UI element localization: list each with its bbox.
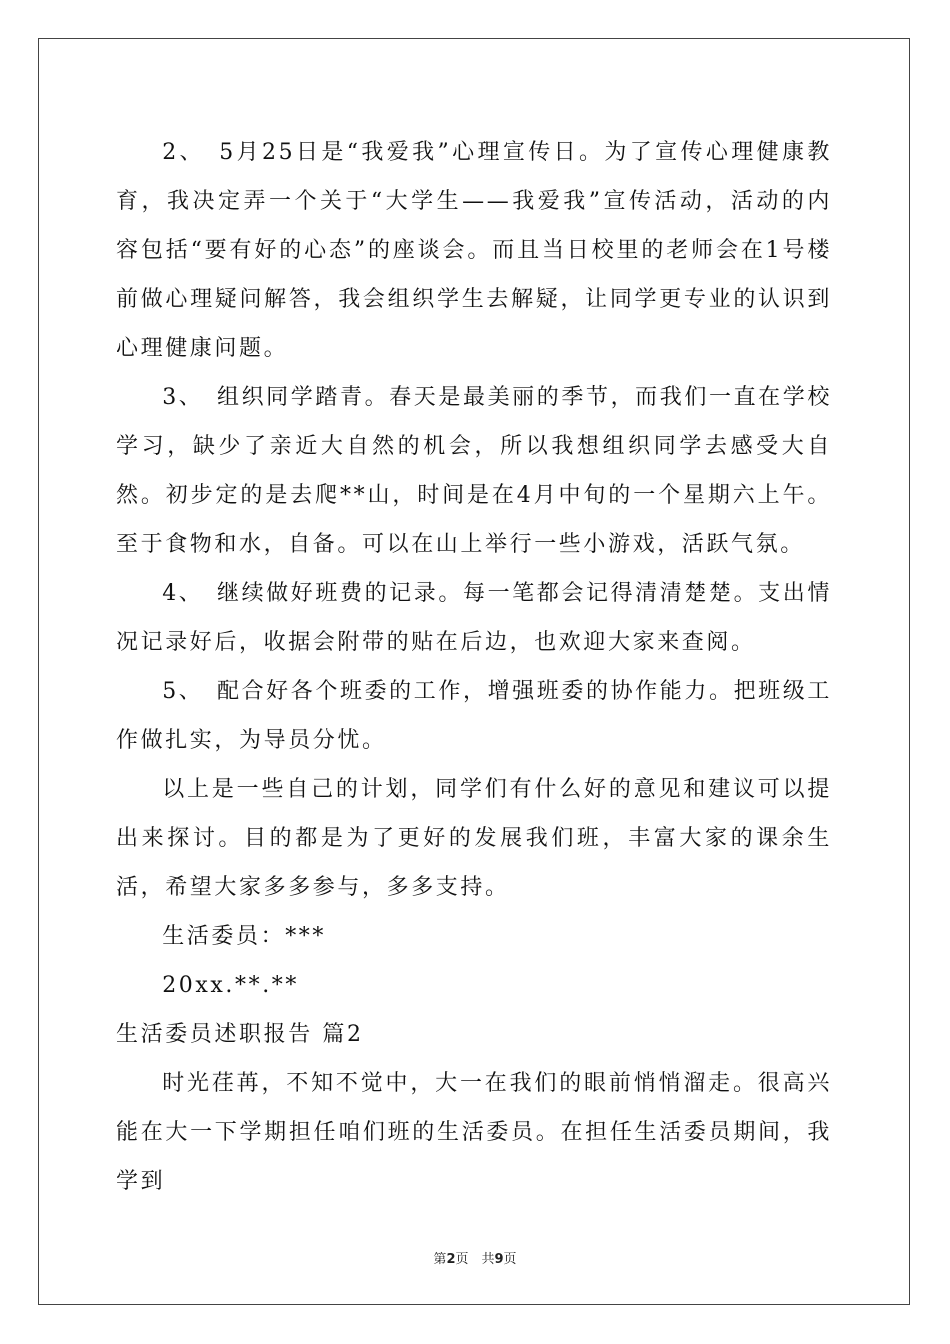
closing-paragraph: 以上是一些自己的计划，同学们有什么好的意见和建议可以提出来探讨。目的都是为了更好的发展我们班，丰富大家的课余生活，希望大家多多参与，多多支持。 <box>116 777 832 900</box>
paragraph-item-4: 4、 继续做好班费的记录。每一笔都会记得清清楚楚。支出情况记录好后，收据会附带的贴在后边，也欢迎大家来查阅。 <box>116 581 832 655</box>
paragraph-item-3: 3、 组织同学踏青。春天是最美丽的季节，而我们一直在学校学习，缺少了亲近大自然的机会，所以我想组织同学去感受大自然。初步定的是去爬**山，时间是在4月中旬的一个星期六上午。至于食物和水，自备。可以在山上举行一些小游戏，活跃气氛。 <box>116 385 832 557</box>
document-body <box>116 128 832 1206</box>
paragraph-item-5: 5、 配合好各个班委的工作，增强班委的协作能力。把班级工作做扎实，为导员分忧。 <box>116 679 832 753</box>
paragraph-item-2: 2、 5月25日是“我爱我”心理宣传日。为了宣传心理健康教育，我决定弄一个关于“大学生——我爱我”宣传活动，活动的内容包括“要有好的心态”的座谈会。而且当日校里的老师会在1号楼前做心理疑问解答，我会组织学生去解疑，让同学更专业的认识到心理健康问题。 <box>116 140 832 361</box>
section-paragraph: 时光荏苒，不知不觉中，大一在我们的眼前悄悄溜走。很高兴能在大一下学期担任咱们班的生活委员。在担任生活委员期间，我学到 <box>116 1071 832 1194</box>
footer-total-pages: 9 <box>494 1252 504 1267</box>
signature: 生活委员：*** <box>162 924 326 949</box>
section-heading: 生活委员述职报告 篇2 <box>116 1022 364 1047</box>
page-footer <box>0 1248 950 1267</box>
date: 20xx.**.** <box>162 973 299 998</box>
footer-middle: 页 共 <box>455 1252 495 1267</box>
footer-suffix: 页 <box>503 1252 517 1267</box>
footer-prefix: 第 <box>433 1252 447 1267</box>
footer-page-number: 2 <box>446 1252 456 1267</box>
